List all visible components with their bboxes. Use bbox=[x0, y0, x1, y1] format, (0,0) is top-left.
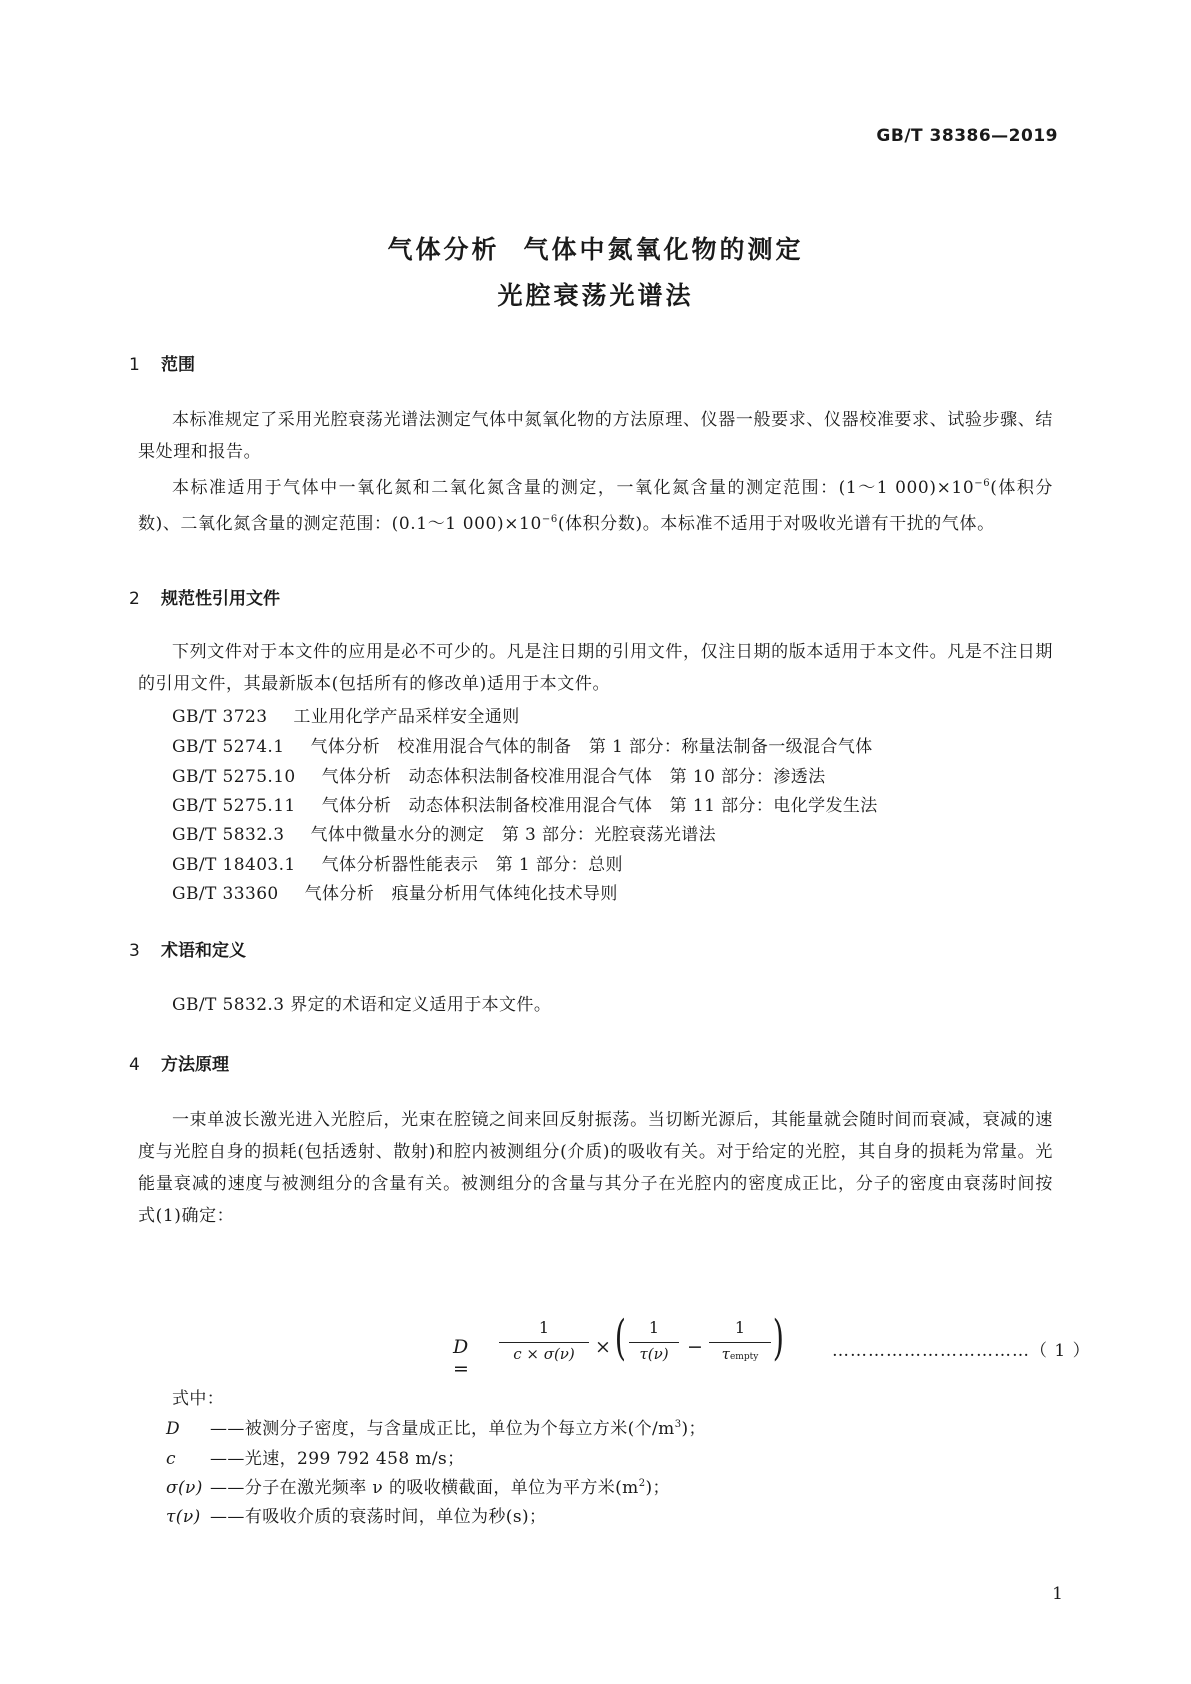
document-title-line1 bbox=[0, 230, 1191, 266]
formula-fraction-3: 1 τempty bbox=[709, 1318, 771, 1363]
formula-lhs: D = bbox=[453, 1336, 469, 1380]
formula-times: × bbox=[595, 1336, 611, 1358]
formula-fraction-2: 1 τ(ν) bbox=[629, 1318, 679, 1363]
reference-item: GB/T 33360 气体分析 痕量分析用气体纯化技术导则 bbox=[172, 884, 618, 904]
normative-intro: 下列文件对于本文件的应用是必不可少的。凡是注日期的引用文件，仅注日期的版本适用于本文件。凡是不注日期的引用文件，其最新版本(包括所有的修改单)适用于本文件。 bbox=[138, 642, 1053, 694]
formula-fraction-1: 1 c × σ(ν) bbox=[499, 1318, 589, 1363]
reference-item: GB/T 5275.11 气体分析 动态体积法制备校准用混合气体 第 11 部分：电化学发生法 bbox=[172, 796, 878, 816]
section-heading-normative-references: 2 规范性引用文件 bbox=[129, 589, 280, 609]
title-part2: 气体中氮氧化物的测定 bbox=[523, 235, 804, 264]
reference-item: GB/T 18403.1 气体分析器性能表示 第 1 部分：总则 bbox=[172, 855, 623, 875]
section-heading-terms: 3 术语和定义 bbox=[129, 941, 246, 961]
terms-paragraph: GB/T 5832.3 界定的术语和定义适用于本文件。 bbox=[172, 995, 552, 1015]
definition-item: τ(ν) ——有吸收介质的衰荡时间，单位为秒(s)； bbox=[166, 1507, 547, 1527]
reference-item: GB/T 5275.10 气体分析 动态体积法制备校准用混合气体 第 10 部分：渗透法 bbox=[172, 767, 826, 787]
standard-number: GB/T 38386—2019 bbox=[876, 126, 1058, 146]
where-label: 式中： bbox=[172, 1389, 225, 1409]
formula-right-paren: ) bbox=[772, 1310, 784, 1366]
formula-number: ……………………………（ 1 ） bbox=[832, 1341, 1091, 1361]
principle-paragraph: 一束单波长激光进入光腔后，光束在腔镜之间来回反射振荡。当切断光源后，其能量就会随时间而衰减，衰减的速度与光腔自身的损耗(包括透射、散射)和腔内被测组分(介质)的吸收有关。对于给定的光腔，其自身的损耗为常量。光能量衰减的速度与被测组分的含量有关。被测组分的含量与其分子在光腔内的密度成正比，分子的密度由衰荡时间按式(1)确定： bbox=[138, 1110, 1053, 1226]
definition-item: σ(ν) ——分子在激光频率 ν 的吸收横截面，单位为平方米$(m^2)$； bbox=[166, 1478, 670, 1498]
definition-item: c ——光速，299 792 458 m/s； bbox=[166, 1449, 465, 1469]
scope-paragraph-2: 本标准适用于气体中一氧化氮和二氧化氮含量的测定，一氧化氮含量的测定范围：(1～1 $000)\times 10^{-6}$(体积分数)、二氧化氮含量的测定范围：(0.1～1 $000)\times 10^{-6}$(体积分数)。本标准不适用于对吸收光谱有干扰的气体。 bbox=[138, 478, 1053, 534]
reference-item: GB/T 5832.3 气体中微量水分的测定 第 3 部分：光腔衰荡光谱法 bbox=[172, 825, 717, 845]
formula-left-paren: ( bbox=[614, 1310, 626, 1366]
reference-item: GB/T 5274.1 气体分析 校准用混合气体的制备 第 1 部分：称量法制备一级混合气体 bbox=[172, 737, 873, 757]
scope-paragraph-1: 本标准规定了采用光腔衰荡光谱法测定气体中氮氧化物的方法原理、仪器一般要求、仪器校准要求、试验步骤、结果处理和报告。 bbox=[138, 410, 1053, 462]
page-number: 1 bbox=[1052, 1584, 1063, 1604]
title-part1: 气体分析 bbox=[387, 235, 500, 264]
section-heading-principle: 4 方法原理 bbox=[129, 1055, 229, 1075]
formula-minus: − bbox=[687, 1336, 703, 1358]
section-heading-scope: 1 范围 bbox=[129, 355, 195, 375]
reference-item: GB/T 3723 工业用化学产品采样安全通则 bbox=[172, 707, 520, 727]
document-title-line2: 光腔衰荡光谱法 bbox=[497, 281, 694, 310]
definition-item: D ——被测分子密度，与含量成正比，单位为个每立方米(个$/m^3$)； bbox=[166, 1419, 706, 1439]
